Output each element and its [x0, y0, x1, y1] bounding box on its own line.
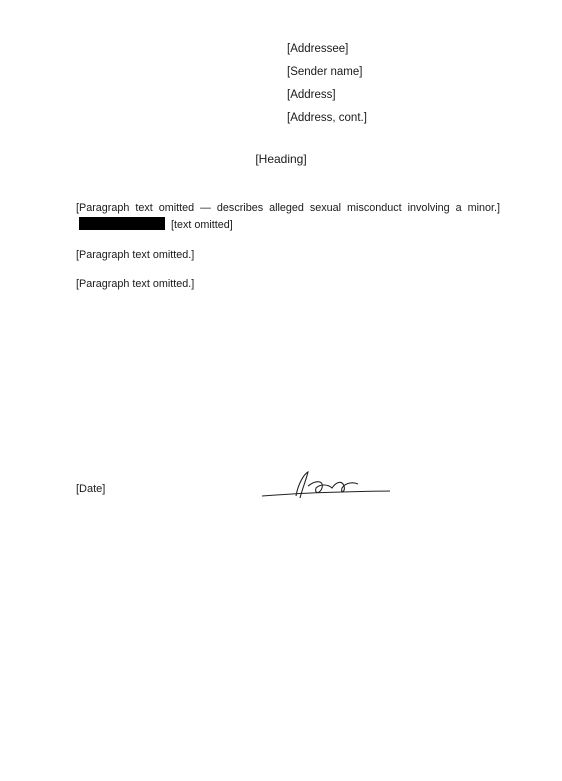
sender-street-line: [Address, cont.]	[287, 112, 367, 124]
redaction-bar	[79, 217, 165, 230]
letter-body	[76, 200, 500, 305]
body-paragraph-1-text: [Paragraph text omitted — describes alleged sexual misconduct involving a minor.]	[76, 202, 500, 214]
document-title: [Heading]	[255, 152, 307, 166]
signature	[258, 466, 394, 506]
sender-address-line: [Address]	[287, 89, 336, 101]
body-paragraph-3: [Paragraph text omitted.]	[76, 277, 195, 290]
body-paragraph-1	[76, 200, 500, 235]
address-block	[287, 38, 537, 130]
addressee-line: [Addressee]	[287, 43, 349, 55]
body-paragraph-1-continuation: [text omitted]	[171, 219, 233, 232]
date-line: [Date]	[76, 483, 106, 495]
sender-line: [Sender name]	[287, 66, 363, 78]
body-paragraph-2: [Paragraph text omitted.]	[76, 248, 195, 261]
